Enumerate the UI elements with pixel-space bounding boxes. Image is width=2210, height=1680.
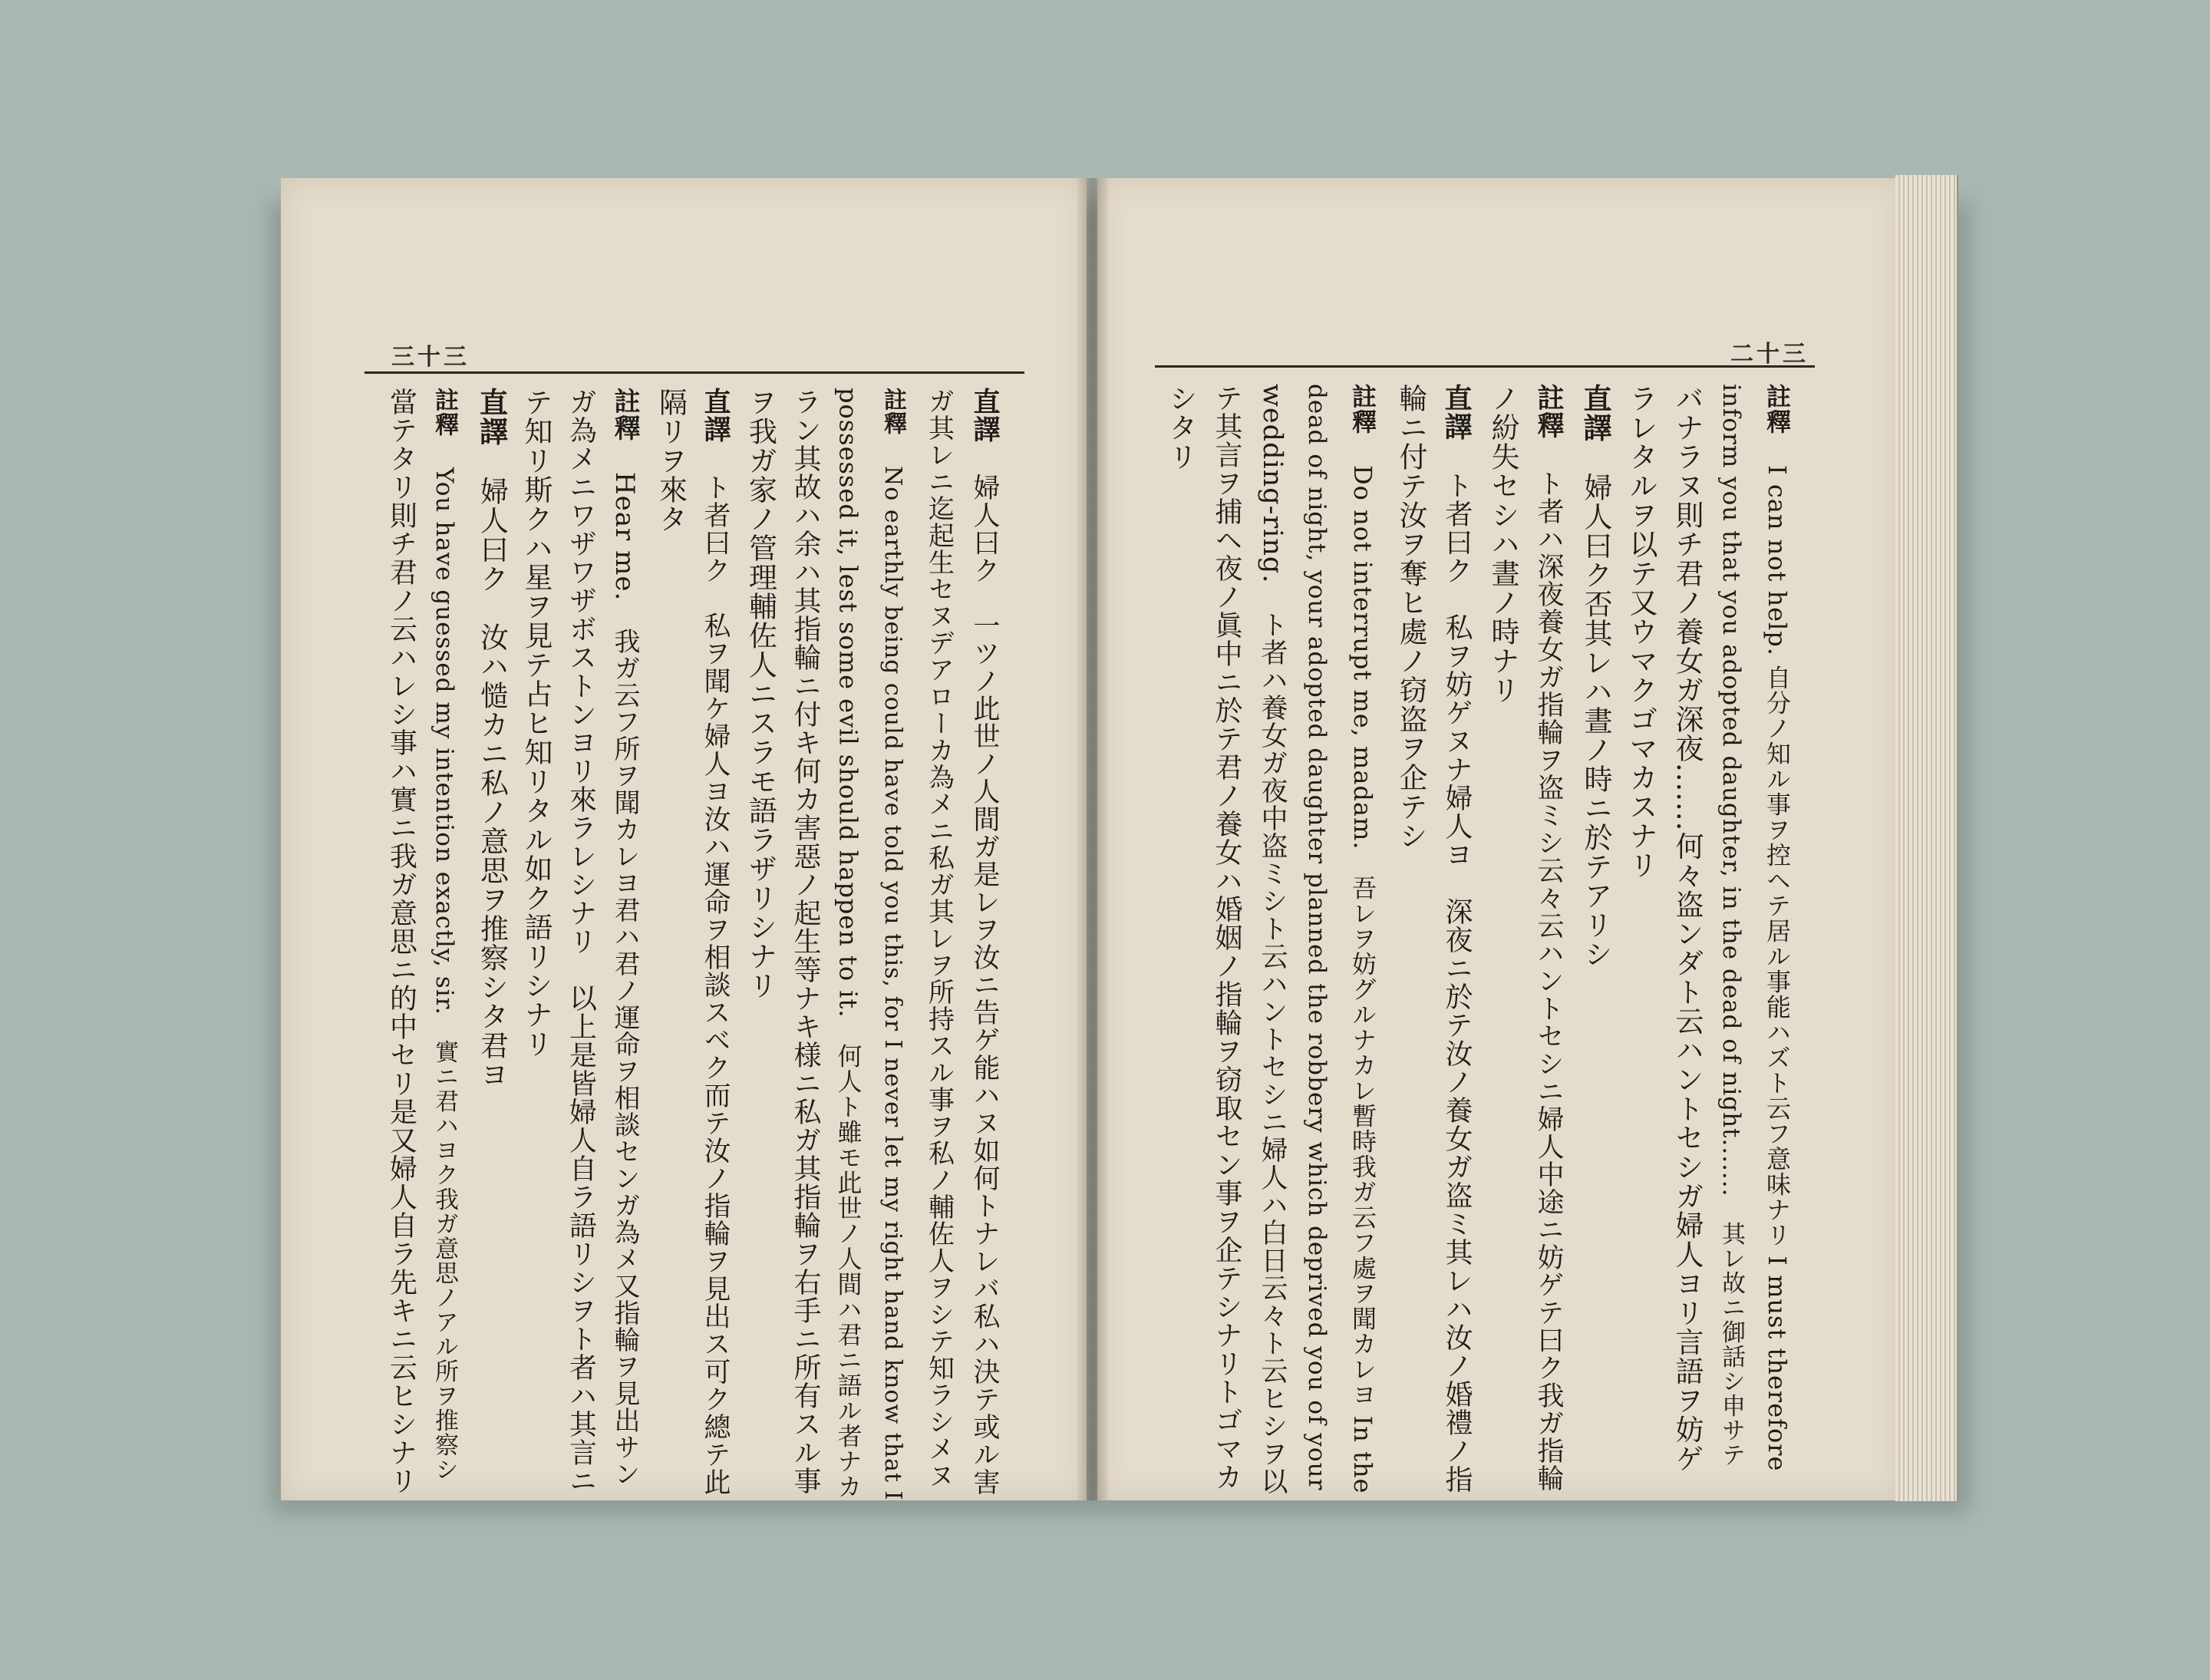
column-text: 婦人曰ク 汝ハ慥カニ私ノ意思ヲ推察シタ君ヨ xyxy=(475,477,509,1089)
column-text: 當テタリ則チ君ノ云ハレシ事ハ實ニ我ガ意思ニ的中セリ是又婦人自ラ先キニ云ヒシナリ xyxy=(385,388,417,1495)
text-column xyxy=(654,388,688,533)
text-column xyxy=(522,388,550,1058)
column-label: 直譯 xyxy=(474,388,509,446)
column-label: 註釋 xyxy=(609,388,640,441)
text-column xyxy=(1763,384,1792,1472)
text-column xyxy=(969,388,1001,1496)
column-text: No earthly being could have told you this, for I never let my right hand know that I xyxy=(879,466,906,1501)
column-text: 婦人曰ク否其レハ晝ノ時ニ於テアリシ xyxy=(1579,473,1612,969)
column-text: Do not interrupt me, madam. 吾レヲ妨グルナカレ暫時我ガ云フ處ヲ聞カレヨ In the xyxy=(1348,465,1377,1494)
column-text: 隔リヲ來タ xyxy=(654,388,688,533)
text-column xyxy=(791,388,819,1495)
column-text: バナラヌ則チ君ノ養女ガ深夜.......何々盗ンダト云ハントセシガ婦人ヨリ言語ヲ妨ゲ xyxy=(1671,384,1704,1474)
text-column xyxy=(567,388,595,1495)
column-label: 註釋 xyxy=(1763,384,1792,434)
column-label: 直譯 xyxy=(1578,384,1612,442)
column-text: ト者曰ク 私ヲ聞ケ婦人ヨ汝ハ運命ヲ相談スベク而テ汝ノ指輪ヲ見出ス可ク總テ此 xyxy=(700,474,731,1496)
text-column xyxy=(1394,384,1427,850)
column-label: 直譯 xyxy=(969,388,1001,443)
column-text: 輪ニ付テ汝ヲ奪ヒ處ノ窃盗ヲ企テシ xyxy=(1394,384,1427,850)
text-column xyxy=(1348,384,1377,1494)
column-text: ト者ハ深夜養女ガ指輪ヲ盗ミシ云々云ハントセシニ婦人中途ニ妨ゲテ曰ク我ガ指輪 xyxy=(1533,470,1564,1492)
column-text: ガ為メニワザワザボストンヨリ來ラレシナリ 以上是皆婦人自ラ語リシヲト者ハ其言ニ xyxy=(565,388,597,1495)
text-column xyxy=(432,388,456,1482)
column-text: ト者曰ク 私ヲ妨ゲヌナ婦人ヨ 深夜ニ於テ汝ノ養女ガ盗ミ其レハ汝ノ婚禮ノ指 xyxy=(1441,471,1473,1494)
column-label: 註釋 xyxy=(1348,384,1377,434)
text-column xyxy=(881,388,904,1500)
text-column xyxy=(701,388,729,1496)
text-column xyxy=(1166,384,1195,471)
column-text: ガ其レニ迄起生セヌデアローカ為メニ私ガ其レヲ所持スル事ヲ私ノ輔佐人ヲシテ知ラシメヌ xyxy=(923,388,955,1489)
text-column xyxy=(1533,384,1565,1492)
book-gutter xyxy=(1077,178,1108,1500)
column-text: ラン其故ハ余ハ其指輪ニ付キ何カ害惡ノ起生等ナキ様ニ私ガ其指輪ヲ右手ニ所有スル事 xyxy=(790,388,821,1495)
column-text: wedding-ring. ト者ハ養女ガ夜中盗ミシト云ハントセシニ婦人ハ白日云々ト云ヒシヲ以 xyxy=(1257,384,1288,1496)
text-column xyxy=(923,388,955,1489)
right-header-rule xyxy=(1155,365,1815,368)
text-column xyxy=(609,388,640,1488)
column-text: ヲ我ガ家ノ管理輔佐人ニスラモ語ラザリシナリ xyxy=(744,388,777,1000)
column-text: 婦人曰ク 一ツノ此世ノ人間ガ是レヲ汝ニ告ゲ能ハヌ如何トナレバ私ハ決テ或ル害 xyxy=(969,474,1000,1496)
column-label: 註釋 xyxy=(430,388,458,437)
column-text: ノ紛失セシハ晝ノ時ナリ xyxy=(1486,384,1519,705)
text-column xyxy=(474,388,509,1089)
column-text: possessed it, lest some evil should happen to it. 何人ト雖モ此世ノ人間ハ君ニ語ル者ナカ xyxy=(833,388,863,1500)
column-text: シタリ xyxy=(1164,384,1197,471)
column-label: 註釋 xyxy=(879,388,906,435)
left-page-number: 三十三 xyxy=(391,344,470,371)
text-column xyxy=(1212,384,1240,1491)
text-column xyxy=(1671,384,1704,1474)
column-text: ラレタルヲ以テ又ウマクゴマカスナリ xyxy=(1625,384,1658,880)
text-column xyxy=(385,388,417,1495)
column-text: Hear me. 我ガ云フ所ヲ聞カレヨ君ハ君ノ運命ヲ相談センガ為メ又指輪ヲ見出サン xyxy=(609,472,640,1488)
page-edges xyxy=(1895,175,1958,1501)
column-text: inform you that you adopted daughter, in the dead of night....... 其レ故ニ御話シ申サテ xyxy=(1717,384,1745,1467)
text-column xyxy=(833,388,863,1500)
column-label: 註釋 xyxy=(1533,384,1565,439)
text-column xyxy=(1625,384,1658,880)
column-text: dead of night, your adopted daughter planned the robbery which deprived you of your xyxy=(1303,384,1331,1491)
column-text: テ知リ斯クハ星ヲ見テ占ヒ知リタル如ク語リシナリ xyxy=(520,388,552,1058)
text-column xyxy=(1486,384,1519,705)
column-label: 直譯 xyxy=(1440,384,1473,441)
column-text: You have guessed my intention exactly, sir. 實ニ君ハヨク我ガ意思ノアル所ヲ推察シ xyxy=(430,467,458,1482)
text-column xyxy=(744,388,777,1000)
column-label: 直譯 xyxy=(700,388,731,443)
text-column xyxy=(1719,384,1743,1467)
text-column xyxy=(1578,384,1612,969)
text-column xyxy=(1440,384,1473,1494)
column-text: テ其言ヲ捕ヘ夜ノ眞中ニ於テ君ノ養女ハ婚姻ノ指輪ヲ窃取セン事ヲ企テシナリトゴマカ xyxy=(1211,384,1242,1491)
right-page-number: 二十三 xyxy=(1730,341,1809,368)
text-column xyxy=(1257,384,1288,1496)
column-text: I can not help. 自分ノ知ル事ヲ控ヘテ居ル事能ハズト云フ意味ナリ I must therefore xyxy=(1763,465,1792,1472)
text-column xyxy=(1303,384,1331,1491)
left-header-rule xyxy=(364,371,1024,374)
